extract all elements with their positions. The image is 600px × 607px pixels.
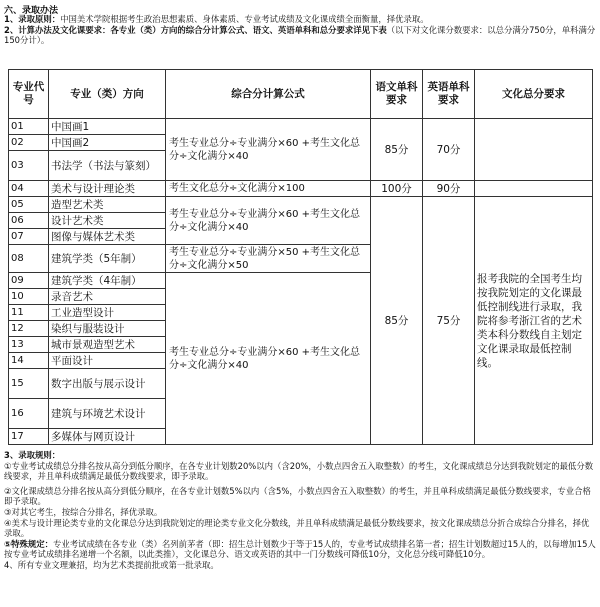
row-code: 13 [9, 337, 49, 353]
chinese-req-group-1: 85分 [371, 119, 423, 181]
rule-5-text: 专业考试成绩在各专业（类）名列前茅者（即：招生总计划数少于等于15人的，专业考试成绩排名第一者；招生计划数超过15人的，以每增加15人按专业考试成绩排名递增一个名额，以此类推），文化课总分、语文或英语的其中一门分数线可降低10分，文化总分线可降低10分。 [4, 538, 596, 560]
row-code: 15 [9, 369, 49, 399]
rule-4: ④美术与设计理论类专业的文化课总分达到我院划定的理论类专业文化分数线，并且单科成绩满足最低分数线要求，按文化课成绩总分折合成综合分排名，择优录取。 [4, 517, 590, 539]
row-direction: 建筑学类（5年制） [49, 245, 166, 273]
english-req-group-2: 90分 [423, 181, 475, 197]
calc-label: 2、计算办法及文化课要求： [4, 24, 111, 35]
row-code: 16 [9, 399, 49, 429]
row-direction: 数字出版与展示设计 [49, 369, 166, 399]
row-direction: 书法学（书法与篆刻） [49, 151, 166, 181]
row-direction: 美术与设计理论类 [49, 181, 166, 197]
row-direction: 建筑与环境艺术设计 [49, 399, 166, 429]
admission-rules [4, 450, 596, 571]
row-direction: 工业造型设计 [49, 305, 166, 321]
row-code: 12 [9, 321, 49, 337]
culture-req-blank-mid [475, 181, 593, 197]
header-chinese: 语文单科要求 [371, 70, 423, 119]
row-code: 06 [9, 213, 49, 229]
rule-3: ③对其它考生，按综合分排名，择优录取。 [4, 506, 163, 517]
row-code: 10 [9, 289, 49, 305]
header-formula: 综合分计算公式 [166, 70, 371, 119]
row-code: 02 [9, 135, 49, 151]
row-direction: 平面设计 [49, 353, 166, 369]
calculation-method [4, 25, 596, 46]
english-req-group-1: 70分 [423, 119, 475, 181]
chinese-req-group-3: 85分 [371, 197, 423, 445]
rule-6: 4、所有专业文理兼招，均为艺术类提前批或第一批录取。 [4, 559, 219, 570]
row-code: 09 [9, 273, 49, 289]
row-direction: 录音艺术 [49, 289, 166, 305]
table-row [9, 119, 593, 135]
row-code: 07 [9, 229, 49, 245]
chinese-req-group-2: 100分 [371, 181, 423, 197]
formula-theory: 考生文化总分÷文化满分×100 [166, 181, 371, 197]
row-direction: 设计艺术类 [49, 213, 166, 229]
row-direction: 中国画1 [49, 119, 166, 135]
header-direction: 专业（类）方向 [49, 70, 166, 119]
table-header-row [9, 70, 593, 119]
row-direction: 建筑学类（4年制） [49, 273, 166, 289]
row-code: 05 [9, 197, 49, 213]
calc-text: （以下对文化课分数要求：以总分满分750分，单科满分150分计）。 [4, 24, 596, 46]
admission-table [8, 69, 593, 445]
row-code: 08 [9, 245, 49, 273]
formula-group-1: 考生专业总分÷专业满分×60 +考生文化总分÷文化满分×40 [166, 119, 371, 181]
header-culture: 文化总分要求 [475, 70, 593, 119]
row-direction: 造型艺术类 [49, 197, 166, 213]
rule-1: ①专业考试成绩总分排名按从高分到低分顺序，在各专业计划数20%以内（含20%，小数点四舍五入取整数）的考生，文化课成绩总分达到我院划定的最低分数线要求，并且单科成绩满足最低分数线要求，即予录取。 [4, 460, 594, 482]
formula-group-2: 考生专业总分÷专业满分×60 +考生文化总分÷文化满分×40 [166, 197, 371, 245]
rule-5 [4, 539, 596, 560]
row-direction: 城市景观造型艺术 [49, 337, 166, 353]
row-direction: 染织与服装设计 [49, 321, 166, 337]
rule-5-label: ⑤特殊规定： [4, 538, 53, 549]
principle-label: 1、录取原则： [4, 14, 61, 24]
culture-requirement: 报考我院的全国考生均按我院划定的文化课最低控制线进行录取，我院将参考浙江省的艺术类本科分数线自主划定文化课录取最低控制线。 [475, 197, 593, 445]
table-row [9, 181, 593, 197]
intro-block [4, 14, 596, 46]
header-english: 英语单科要求 [423, 70, 475, 119]
row-code: 04 [9, 181, 49, 197]
principle-text: 中国美术学院根据考生政治思想素质、身体素质、专业考试成绩及文化课成绩全面衡量，择优录取。 [60, 14, 429, 24]
section-title: 六、录取办法 [4, 6, 59, 16]
row-code: 03 [9, 151, 49, 181]
row-code: 01 [9, 119, 49, 135]
row-direction: 中国画2 [49, 135, 166, 151]
row-code: 14 [9, 353, 49, 369]
table-row [9, 197, 593, 213]
culture-req-blank-top [475, 119, 593, 181]
admission-principle [4, 14, 596, 25]
row-direction: 图像与媒体艺术类 [49, 229, 166, 245]
rule-2: ②文化课成绩总分排名按从高分到低分顺序，在各专业计划数5%以内（含5%，小数点四舍五入取整数）的考生，并且单科成绩满足最低分数线要求，专业合格即予录取。 [4, 485, 591, 507]
header-code: 专业代号 [9, 70, 49, 119]
calc-bold-text: 各专业（类）方向的综合分计算公式、语文、英语单科和总分要求详见下表 [110, 24, 387, 35]
row-code: 11 [9, 305, 49, 321]
formula-group-3: 考生专业总分÷专业满分×60 +考生文化总分÷文化满分×40 [166, 273, 371, 445]
english-req-group-3: 75分 [423, 197, 475, 445]
row-direction: 多媒体与网页设计 [49, 429, 166, 445]
rules-title: 3、录取规则： [4, 450, 61, 460]
row-code: 17 [9, 429, 49, 445]
formula-architecture: 考生专业总分÷专业满分×50 +考生文化总分÷文化满分×50 [166, 245, 371, 273]
